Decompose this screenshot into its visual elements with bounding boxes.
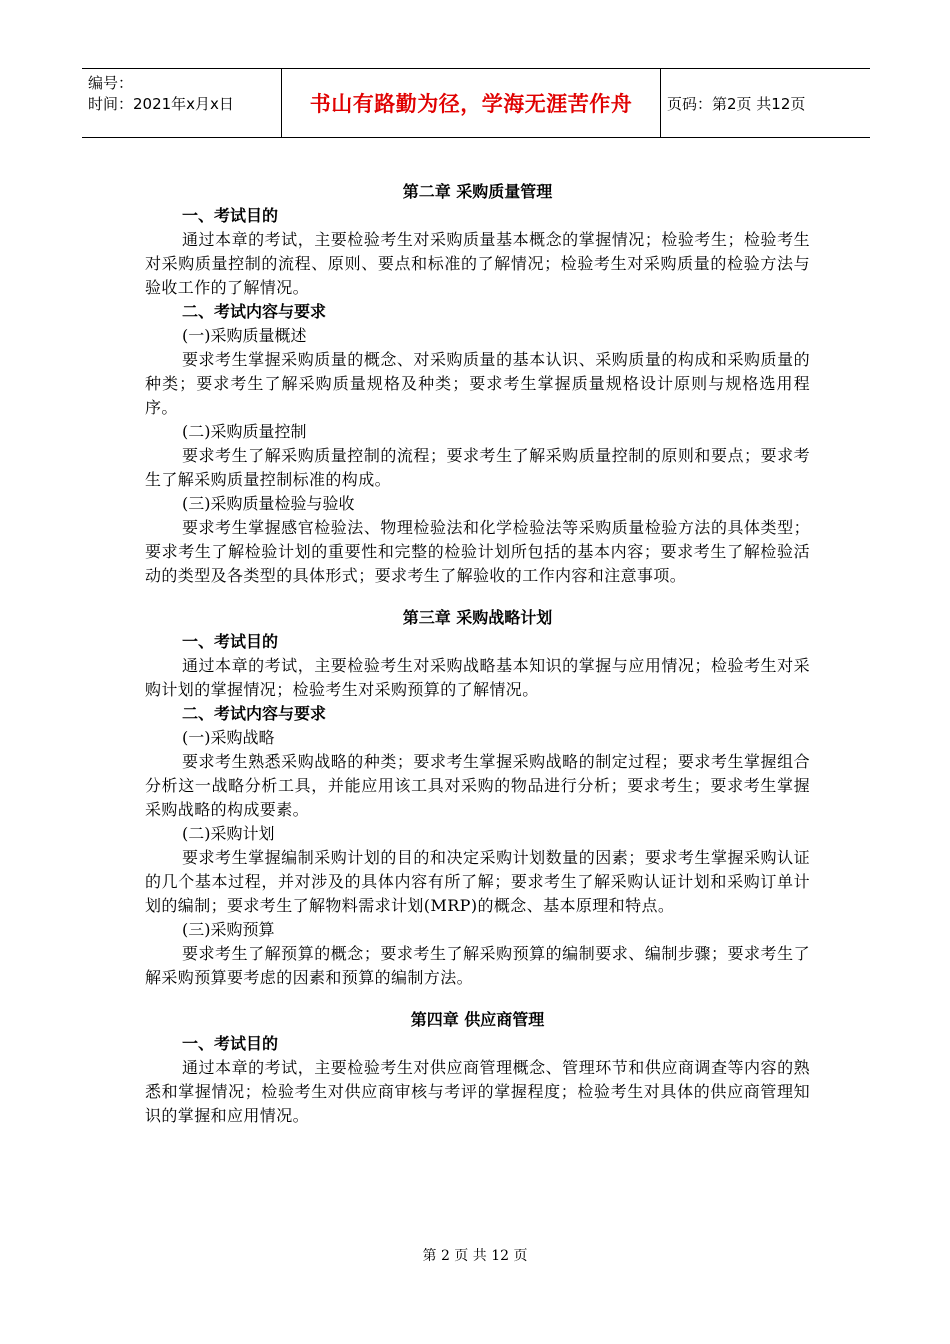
subsection-heading: (三)采购预算 [182,920,275,939]
document-date-label: 时间：2021年x月x日 [88,95,234,113]
header-page-label: 页码：第2页 共12页 [667,94,806,113]
body-paragraph: 要求考生熟悉采购战略的种类；要求考生掌握采购战略的制定过程；要求考生掌握组合分析这一战略分析工具，并能应用该工具对采购的物品进行分析；要求考生；要求考生掌握采购战略的构成要素。 [145,752,810,819]
page-footer: 第 2 页 共 12 页 [422,1248,528,1264]
chapter-title: 第四章 供应商管理 [410,1010,545,1029]
body-paragraph: 通过本章的考试，主要检验考生对采购质量基本概念的掌握情况；检验考生；检验考生对采购质量控制的流程、原则、要点和标准的了解情况；检验考生对采购质量的检验方法与验收工作的了解情况。 [145,230,810,297]
section-heading: 二、考试内容与要求 [182,302,327,321]
page-header [82,68,870,138]
chapter-title: 第三章 采购战略计划 [402,608,553,627]
body-paragraph: 通过本章的考试，主要检验考生对采购战略基本知识的掌握与应用情况；检验考生对采购计划的掌握情况；检验考生对采购预算的了解情况。 [145,656,810,699]
document-body [145,180,810,1128]
subsection-heading: (一)采购质量概述 [182,326,307,345]
section-heading: 二、考试内容与要求 [182,704,327,723]
section-heading: 一、考试目的 [182,632,279,651]
header-meta [82,69,281,137]
body-paragraph: 要求考生了解预算的概念；要求考生了解采购预算的编制要求、编制步骤；要求考生了解采购预算要考虑的因素和预算的编制方法。 [145,944,810,987]
subsection-heading: (三)采购质量检验与验收 [182,494,355,513]
body-paragraph: 要求考生掌握编制采购计划的目的和决定采购计划数量的因素；要求考生掌握采购认证的几个基本过程，并对涉及的具体内容有所了解；要求考生了解采购认证计划和采购订单计划的编制；要求考生了解物料需求计划(MRP)的概念、基本原理和特点。 [145,848,810,915]
chapter-title: 第二章 采购质量管理 [402,182,553,201]
header-motto: 书山有路勤为径，学海无涯苦作舟 [281,69,661,137]
body-paragraph: 要求考生了解采购质量控制的流程；要求考生了解采购质量控制的原则和要点；要求考生了解采购质量控制标准的构成。 [145,446,810,489]
section-heading: 一、考试目的 [182,206,279,225]
section-heading: 一、考试目的 [182,1034,279,1053]
body-paragraph: 要求考生掌握感官检验法、物理检验法和化学检验法等采购质量检验方法的具体类型；要求考生了解检验计划的重要性和完整的检验计划所包括的基本内容；要求考生了解检验活动的类型及各类型的具体形式；要求考生了解验收的工作内容和注意事项。 [145,518,810,585]
subsection-heading: (二)采购计划 [182,824,275,843]
document-number-label: 编号： [88,74,134,92]
body-paragraph: 通过本章的考试，主要检验考生对供应商管理概念、管理环节和供应商调查等内容的熟悉和掌握情况；检验考生对供应商审核与考评的掌握程度；检验考生对具体的供应商管理知识的掌握和应用情况。 [145,1058,810,1125]
body-paragraph: 要求考生掌握采购质量的概念、对采购质量的基本认识、采购质量的构成和采购质量的种类；要求考生了解采购质量规格及种类；要求考生掌握质量规格设计原则与规格选用程序。 [145,350,810,417]
subsection-heading: (一)采购战略 [182,728,275,747]
subsection-heading: (二)采购质量控制 [182,422,307,441]
